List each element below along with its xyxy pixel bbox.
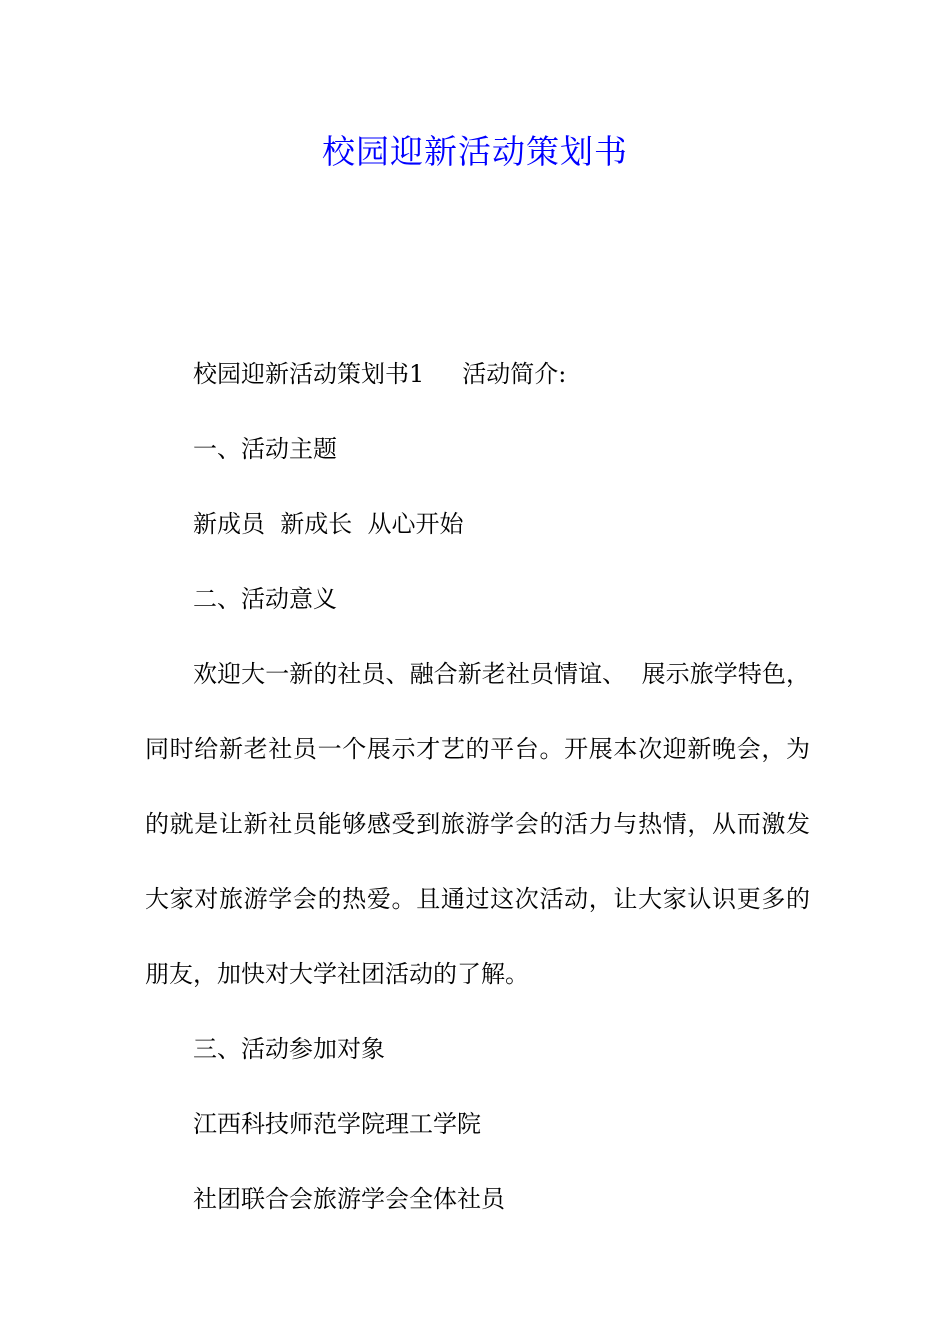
document-title: 校园迎新活动策划书 (322, 132, 628, 171)
section3-heading: 三、活动参加对象 (193, 1035, 385, 1063)
document-body (145, 337, 810, 1237)
section3-line2: 社团联合会旅游学会全体社员 (193, 1185, 505, 1213)
section2-heading: 二、活动意义 (193, 585, 337, 613)
heading-line-left: 校园迎新活动策划书1 (193, 360, 425, 388)
section1-heading: 一、活动主题 (193, 435, 337, 463)
section2-paragraph: 欢迎大一新的社员、融合新老社员情谊、 展示旅学特色，同时给新老社员一个展示才艺的平台。开展本次迎新晚会，为的就是让新社员能够感受到旅游学会的活力与热情，从而激发大家对旅游学会的热爱。且通过这次活动，让大家认识更多的朋友，加快对大学社团活动的了解。 (145, 660, 810, 988)
heading-line (145, 337, 810, 412)
section1-text: 新成员 新成长 从心开始 (193, 510, 464, 538)
section3-line1: 江西科技师范学院理工学院 (193, 1110, 481, 1138)
heading-line-right: 活动简介: (462, 360, 567, 388)
